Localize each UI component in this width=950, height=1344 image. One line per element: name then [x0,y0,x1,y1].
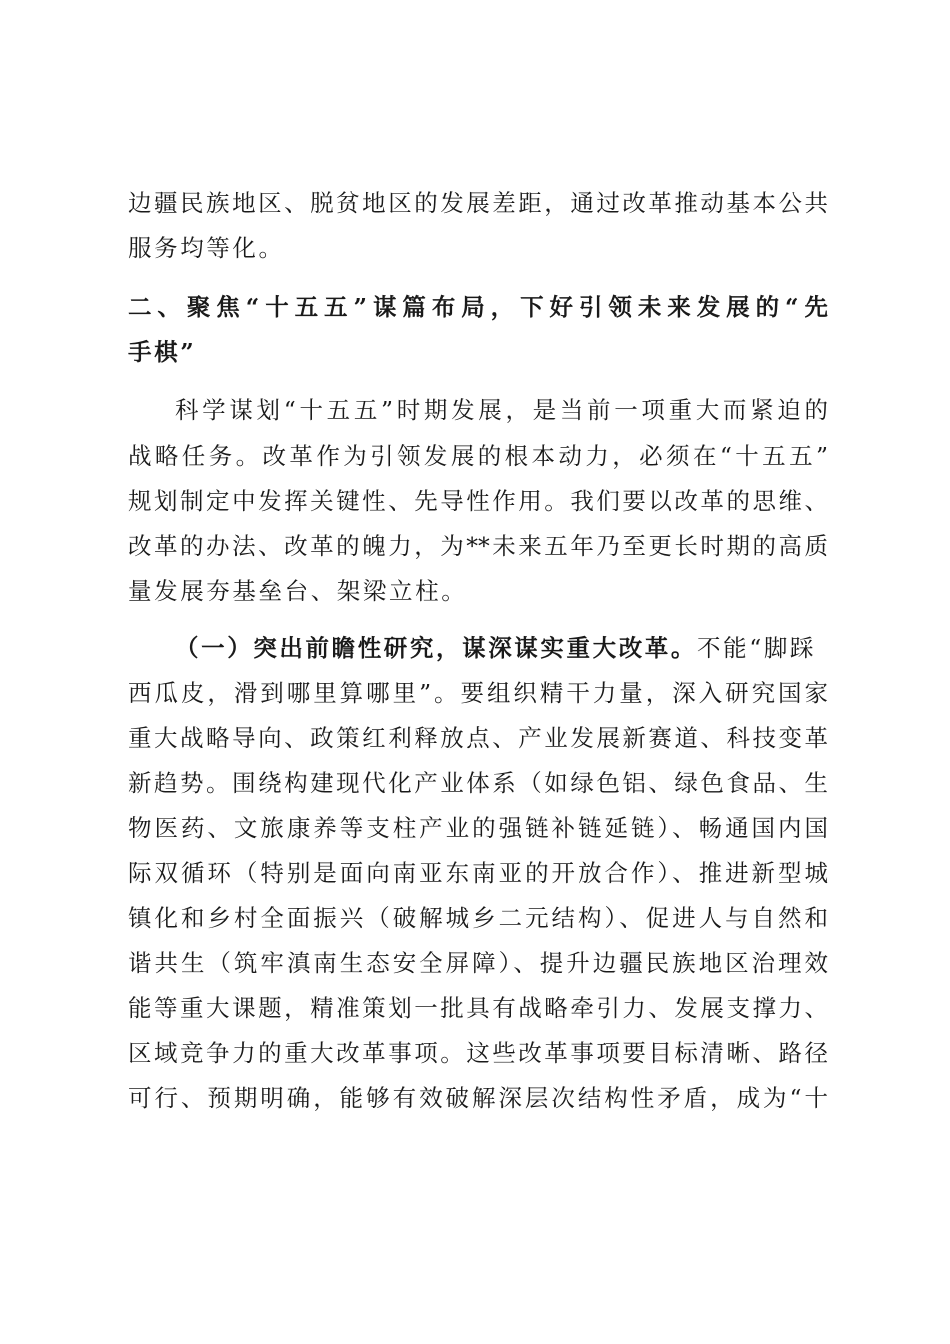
line-text: 规划制定中发挥关键性、先导性作用。我们要以改革的思维、 [128,487,828,515]
line-text: 重大战略导向、政策红利释放点、产业发展新赛道、科技变革 [128,724,828,752]
line-text: 区域竞争力的重大改革事项。这些改革事项要目标清晰、路径 [128,1039,828,1067]
line-text: 谐共生（筑牢滇南生态安全屏障）、提升边疆民族地区治理效 [128,949,828,977]
body-text-line [128,763,828,803]
line-text: 新趋势。围绕构建现代化产业体系（如绿色铝、绿色食品、生 [128,769,828,797]
line-text: 量发展夯基垒台、架梁立柱。 [128,577,468,605]
heading-text: 二、聚焦“十五五”谋篇布局，下好引领未来发展的“先 [128,293,828,321]
line-text: 物医药、文旅康养等支柱产业的强链补链延链）、畅通国内国 [128,814,828,842]
line-text: 西瓜皮，滑到哪里算哪里”。要组织精干力量，深入研究国家 [128,679,828,707]
body-text-line [128,898,828,938]
line-text: 边疆民族地区、脱贫地区的发展差距，通过改革推动基本公共 [128,189,828,217]
body-text-line [128,1033,828,1073]
section-heading-line [128,287,828,327]
body-text-line [128,853,828,893]
body-text-line [128,1078,828,1118]
body-text-line [128,228,828,268]
line-text: 际双循环（特别是面向南亚东南亚的开放合作）、推进新型城 [128,859,828,887]
line-text: 可行、预期明确，能够有效破解深层次结构性矛盾，成为“十 [128,1084,828,1112]
body-text-line [128,718,828,758]
line-text: 不能“脚踩 [697,634,817,662]
body-text-line [128,673,828,713]
line-text: 战略任务。改革作为引领发展的根本动力，必须在“十五五” [128,442,828,470]
body-text-line [128,808,828,848]
line-text: 能等重大课题，精准策划一批具有战略牵引力、发展支撑力、 [128,994,828,1022]
body-text-line [128,526,828,566]
line-text: 改革的办法、改革的魄力，为**未来五年乃至更长时期的高质 [128,532,828,560]
body-text-line [128,481,828,521]
line-text: 服务均等化。 [128,234,285,262]
body-text-line [128,183,828,223]
section-heading-line [128,332,828,372]
line-text: 科学谋划“十五五”时期发展，是当前一项重大而紧迫的 [175,396,828,424]
line-text: 镇化和乡村全面振兴（破解城乡二元结构）、促进人与自然和 [128,904,828,932]
heading-text: 手棋” [128,338,197,366]
body-text-line [128,436,828,476]
body-text-line [175,390,828,430]
subheading-text: （一）突出前瞻性研究，谋深谋实重大改革。 [175,634,697,662]
body-text-line [128,571,828,611]
subheading-line [175,628,828,668]
body-text-line [128,943,828,983]
body-text-line [128,988,828,1028]
